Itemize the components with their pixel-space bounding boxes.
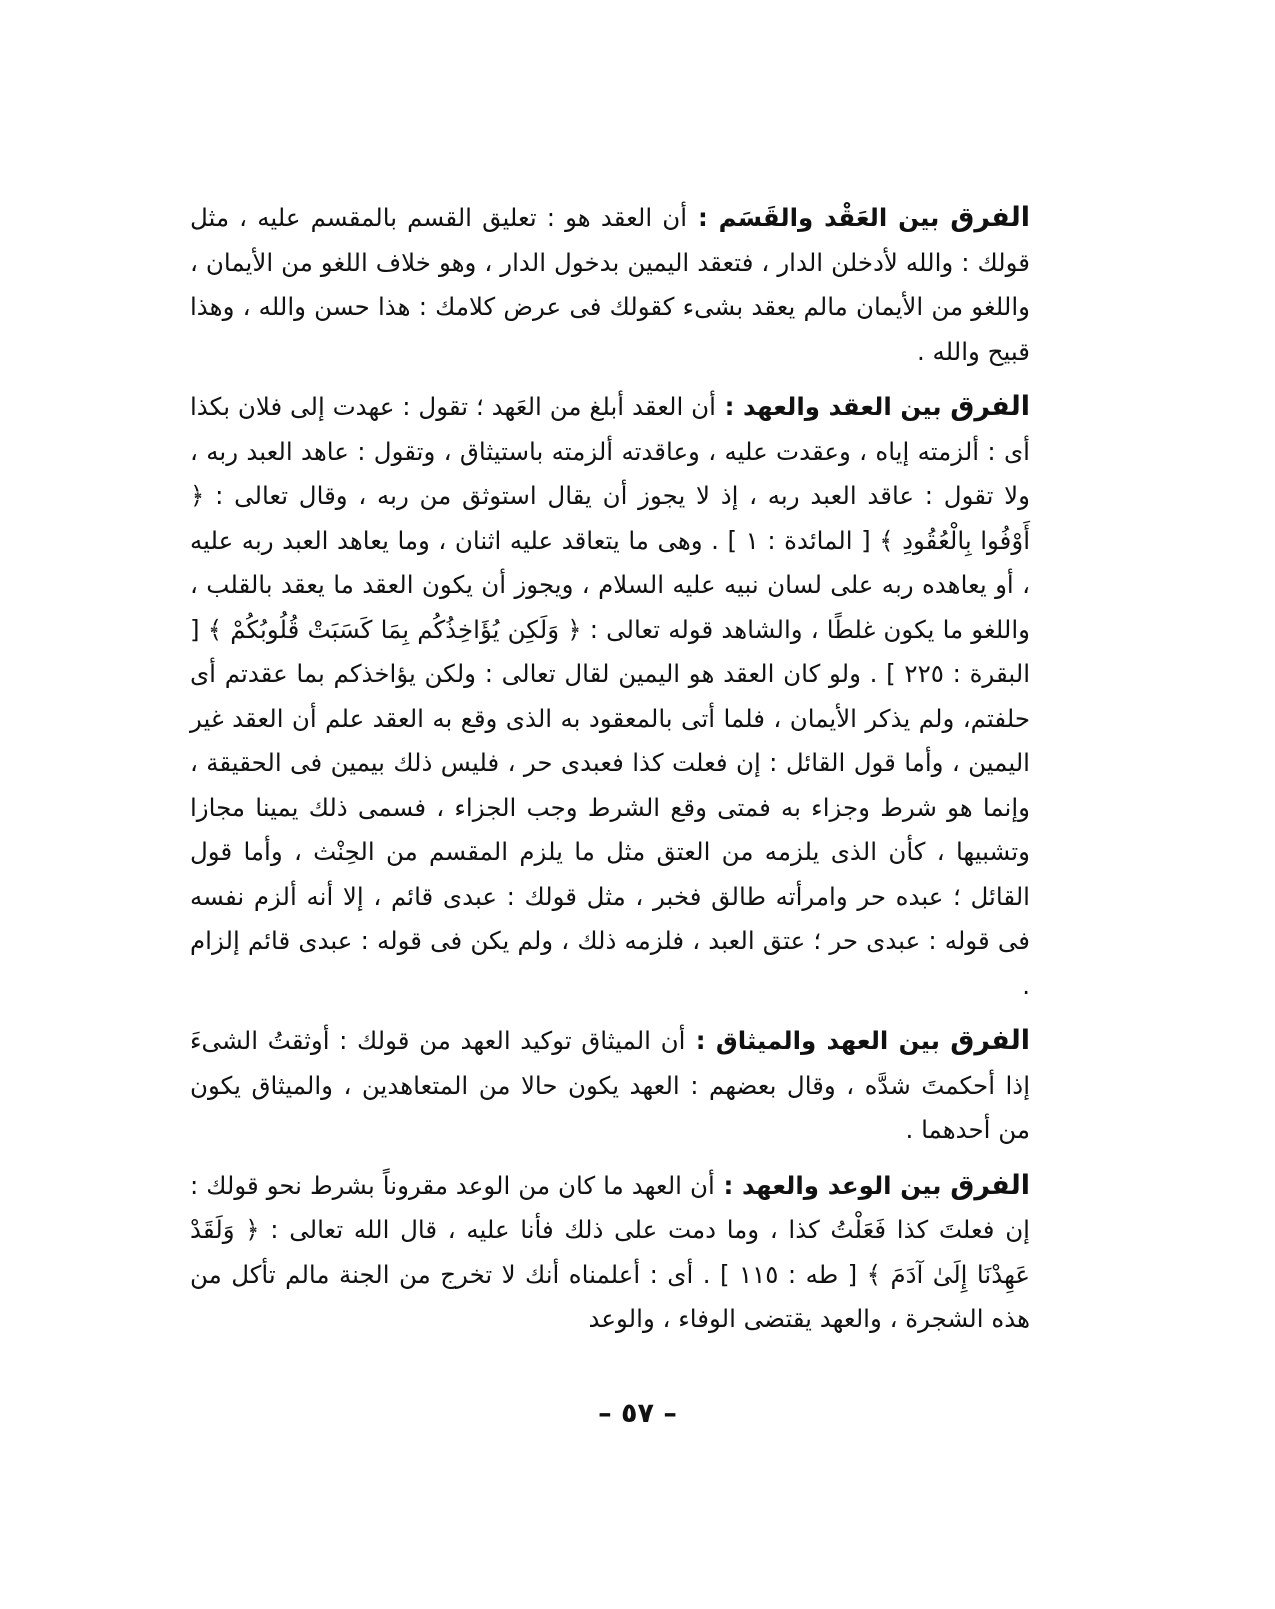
paragraph-text: أن العقد أبلغ من العَهد ؛ تقول : عهدت إلى فلان بكذا أى : ألزمته إياه ، وعقدت عليه ، وعاقدته ألزمته باستيثاق ، وتقول : عاهد العبد ربه ، ولا تقول : عاقد العبد ربه ، إذ لا يجوز أن يقال استوثق من ربه ، وقال تعالى : ﴿ أَوْفُوا بِالْعُقُودِ ﴾ [ المائدة : ١ ] . وهى ما يتعاقد عليه اثنان ، وما يعاهد العبد ربه عليه ، أو يعاهده ربه على لسان نبيه عليه السلام ، ويجوز أن يكون العقد ما يعقد بالقلب ، واللغو ما يكون غلطًا ، والشاهد قوله تعالى : ﴿ وَلَكِن يُؤَاخِذُكُم بِمَا كَسَبَتْ قُلُوبُكُمْ ﴾ [ البقرة : ٢٢٥ ] . ولو كان العقد هو اليمين لقال تعالى : ولكن يؤاخذكم بما عقدتم أى حلفتم، ولم يذكر الأيمان ، فلما أتى بالمعقود به الذى وقع به العقد علم أن العقد غير اليمين ، وأما قول القائل : إن فعلت كذا فعبدى حر ، فليس ذلك بيمين فى الحقيقة ، وإنما هو شرط وجزاء به فمتى وقع الشرط وجب الجزاء ، فسمى ذلك يمينا مجازا وتشبيها ، كأن الذى يلزمه من العتق مثل ما يلزم المقسم من الحِنْث ، وأما قول القائل ؛ عبده حر وامرأته طالق فخبر ، مثل قولك : عبدى قائم ، إلا أنه ألزم نفسه فى قوله : عبدى حر ؛ عتق العبد ، فلزمه ذلك ، ولم يكن فى قوله : عبدى قائم إلزام . [190,392,1031,1000]
paragraph-aqd-ahd [190,385,1030,1008]
paragraph-waad-ahd [190,1164,1030,1342]
heading-keyword: الفرق [950,202,1031,233]
paragraph-text: أن العقد هو : تعليق القسم بالمقسم عليه ، مثل قولك : والله لأدخلن الدار ، فتعقد اليمين بدخول الدار ، وهو خلاف اللغو من الأيمان ، واللغو من الأيمان مالم يعقد بشىء كقولك فى عرض كلامك : هذا حسن والله ، وهذا قبيح والله . [190,203,1030,366]
heading: بين العهد والميثاق : [685,1026,951,1055]
heading-keyword: الفرق [950,1169,1030,1201]
page-body [190,196,1030,1353]
paragraph-text: أن العهد ما كان من الوعد مقروناً بشرط نحو قولك : إن فعلتَ كذا فَعَلْتُ كذا ، وما دمت على ذلك فأنا عليه ، قال الله تعالى : ﴿ وَلَقَدْ عَهِدْنَا إِلَىٰ آدَمَ ﴾ [ طه : ١١٥ ] . أى : أعلمناه أنك لا تخرج من الجنة مالم تأكل من هذه الشجرة ، والعهد يقتضى الوفاء ، والوعد [190,1170,1030,1333]
heading: بين العَقْد والقَسَم : [687,203,951,232]
heading-keyword: الفرق [950,391,1030,422]
paragraph-ahd-mithaq [190,1019,1030,1153]
paragraph-aqd-qasam [190,196,1030,374]
paragraph-text: أن الميثاق توكيد العهد من قولك : أوثقتُ الشىءَ إذا أحكمتَ شدَّه ، وقال بعضهم : العهد يكون حالا من المتعاهدين ، والميثاق يكون من أحدهما . [190,1026,1030,1144]
heading: بين العقد والعهد : [715,392,951,421]
heading-keyword: الفرق [950,1025,1030,1056]
page-number: – ٥٧ – [598,1398,677,1429]
heading: بين الوعد والعهد : [714,1170,951,1200]
